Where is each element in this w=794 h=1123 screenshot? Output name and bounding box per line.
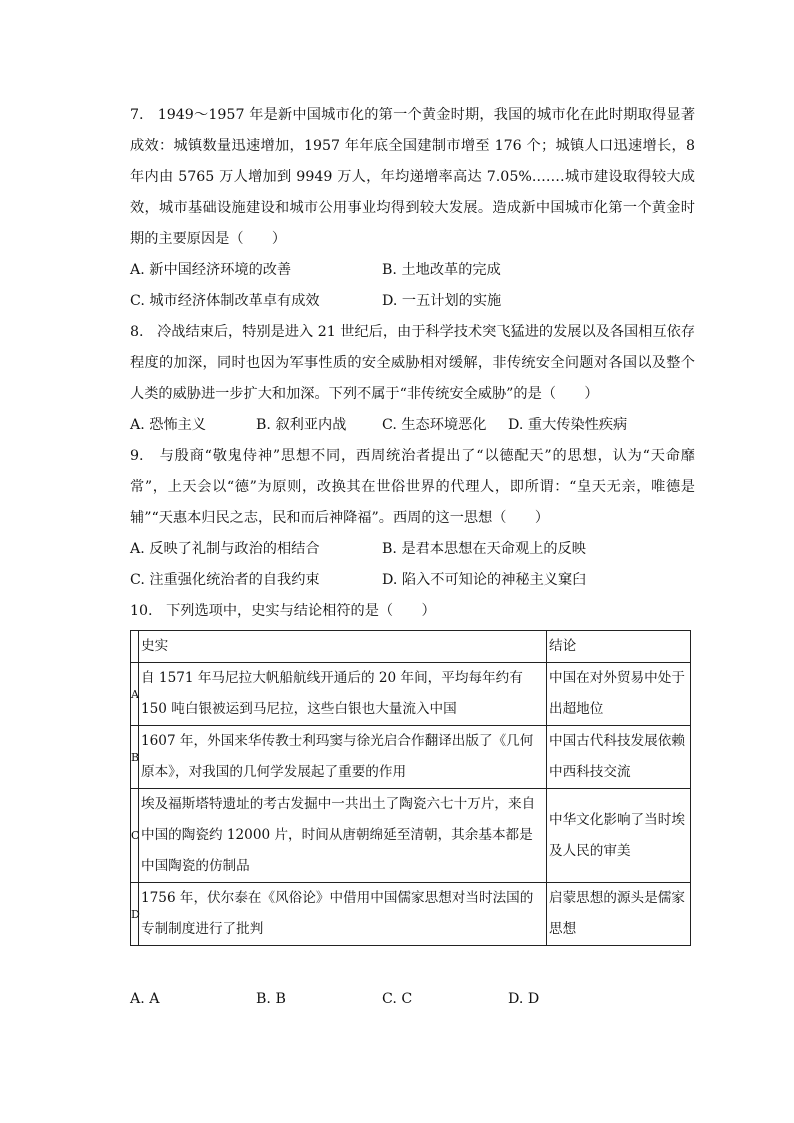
question-7: [130, 100, 695, 317]
question-8-option-a[interactable]: A. 恐怖主义: [130, 417, 207, 433]
table-row-label: A: [131, 663, 139, 726]
table-row-label: B: [131, 726, 139, 789]
question-9-option-a[interactable]: A. 反映了礼制与政治的相结合: [130, 541, 320, 557]
question-7-text: 1949～1957 年是新中国城市化的第一个黄金时期，我国的城市化在此时期取得显著成效：城镇数量迅速增加，1957 年年底全国建制市增至 176 个；城镇人口迅速增长，8 年内由 5765 万人增加到 9949 万人，年均递增率高达 7.05%.……城市建设取得较大成效，城市基础设施建设和城市公用事业均得到较大发展。造成新中国城市化第一个黄金时期的主要原因是（ ）: [130, 107, 696, 247]
question-10: [130, 596, 695, 1015]
table-row: [131, 726, 691, 789]
table-row-label: D: [131, 883, 139, 946]
question-7-options-row-2: [130, 286, 695, 317]
question-7-stem: [130, 100, 695, 255]
question-10-number: 10.: [130, 603, 153, 619]
question-10-option-b[interactable]: B. B: [256, 991, 286, 1007]
exam-page: [130, 100, 695, 1015]
table-header-conclusion: 结论: [547, 631, 691, 663]
table-row-conclusion: 中国古代科技发展依赖中西科技交流: [547, 726, 691, 789]
table-row: [131, 883, 691, 946]
question-10-text: 下列选项中，史实与结论相符的是（ ）: [166, 603, 436, 619]
question-8-text: 冷战结束后，特别是进入 21 世纪后，由于科学技术突飞猛进的发展以及各国相互依存程度的加深，同时也因为军事性质的安全威胁相对缓解，非传统安全问题对各国以及整个人类的威胁进一步扩大和加深。下列不属于“非传统安全威胁”的是（ ）: [130, 324, 696, 402]
question-9-option-c[interactable]: C. 注重强化统治者的自我约束: [130, 572, 320, 588]
table-header-row: [131, 631, 691, 663]
table-header-fact: 史实: [139, 631, 547, 663]
table-row-conclusion: 启蒙思想的源头是儒家思想: [547, 883, 691, 946]
table-row-fact: 埃及福斯塔特遗址的考古发掘中一共出土了陶瓷六七十万片，来自中国的陶瓷约 12000 片，时间从唐朝绵延至清朝，其余基本都是中国陶瓷的仿制品: [139, 789, 547, 883]
table-header-label-cell: [131, 631, 139, 663]
question-7-option-d[interactable]: D. 一五计划的实施: [382, 293, 502, 309]
question-9-number: 9.: [130, 448, 144, 464]
question-9-option-b[interactable]: B. 是君本思想在天命观上的反映: [382, 541, 586, 557]
question-9-option-d[interactable]: D. 陷入不可知论的神秘主义窠臼: [382, 572, 587, 588]
question-7-option-c[interactable]: C. 城市经济体制改革卓有成效: [130, 293, 320, 309]
question-8-stem: [130, 317, 695, 410]
table-row-conclusion: 中国在对外贸易中处于出超地位: [547, 663, 691, 726]
question-10-option-a[interactable]: A. A: [130, 991, 160, 1007]
question-8-number: 8.: [130, 324, 144, 340]
table-row: [131, 663, 691, 726]
question-7-option-a[interactable]: A. 新中国经济环境的改善: [130, 262, 292, 278]
question-8-options-row: [130, 410, 695, 441]
question-10-options-row: [130, 984, 695, 1015]
table-row-conclusion: 中华文化影响了当时埃及人民的审美: [547, 789, 691, 883]
table-row: [131, 789, 691, 883]
question-10-table: [130, 630, 691, 946]
question-10-option-d[interactable]: D. D: [508, 991, 540, 1007]
question-9-options-row-1: [130, 534, 695, 565]
table-row-fact: 1756 年，伏尔泰在《风俗论》中借用中国儒家思想对当时法国的专制制度进行了批判: [139, 883, 547, 946]
question-7-options-row-1: [130, 255, 695, 286]
question-8-option-c[interactable]: C. 生态环境恶化: [382, 417, 487, 433]
table-row-label: C: [131, 789, 139, 883]
question-9: [130, 441, 695, 596]
question-7-option-b[interactable]: B. 土地改革的完成: [382, 262, 501, 278]
question-10-stem: [130, 596, 695, 627]
question-10-option-c[interactable]: C. C: [382, 991, 413, 1007]
question-9-text: 与殷商“敬鬼侍神”思想不同，西周统治者提出了“以德配天”的思想，认为“天命靡常”，上天会以“德”为原则，改换其在世俗世界的代理人，即所谓：“皇天无亲，唯德是辅”“天惠本归民之志，民和而后神降福”。西周的这一思想（ ）: [130, 448, 695, 526]
question-7-number: 7.: [130, 107, 144, 123]
table-row-fact: 自 1571 年马尼拉大帆船航线开通后的 20 年间，平均每年约有 150 吨白银被运到马尼拉，这些白银也大量流入中国: [139, 663, 547, 726]
question-9-options-row-2: [130, 565, 695, 596]
question-8-option-b[interactable]: B. 叙利亚内战: [256, 417, 347, 433]
table-row-fact: 1607 年，外国来华传教士利玛窦与徐光启合作翻译出版了《几何原本》，对我国的几何学发展起了重要的作用: [139, 726, 547, 789]
question-8: [130, 317, 695, 441]
question-9-stem: [130, 441, 695, 534]
question-8-option-d[interactable]: D. 重大传染性疾病: [508, 417, 628, 433]
